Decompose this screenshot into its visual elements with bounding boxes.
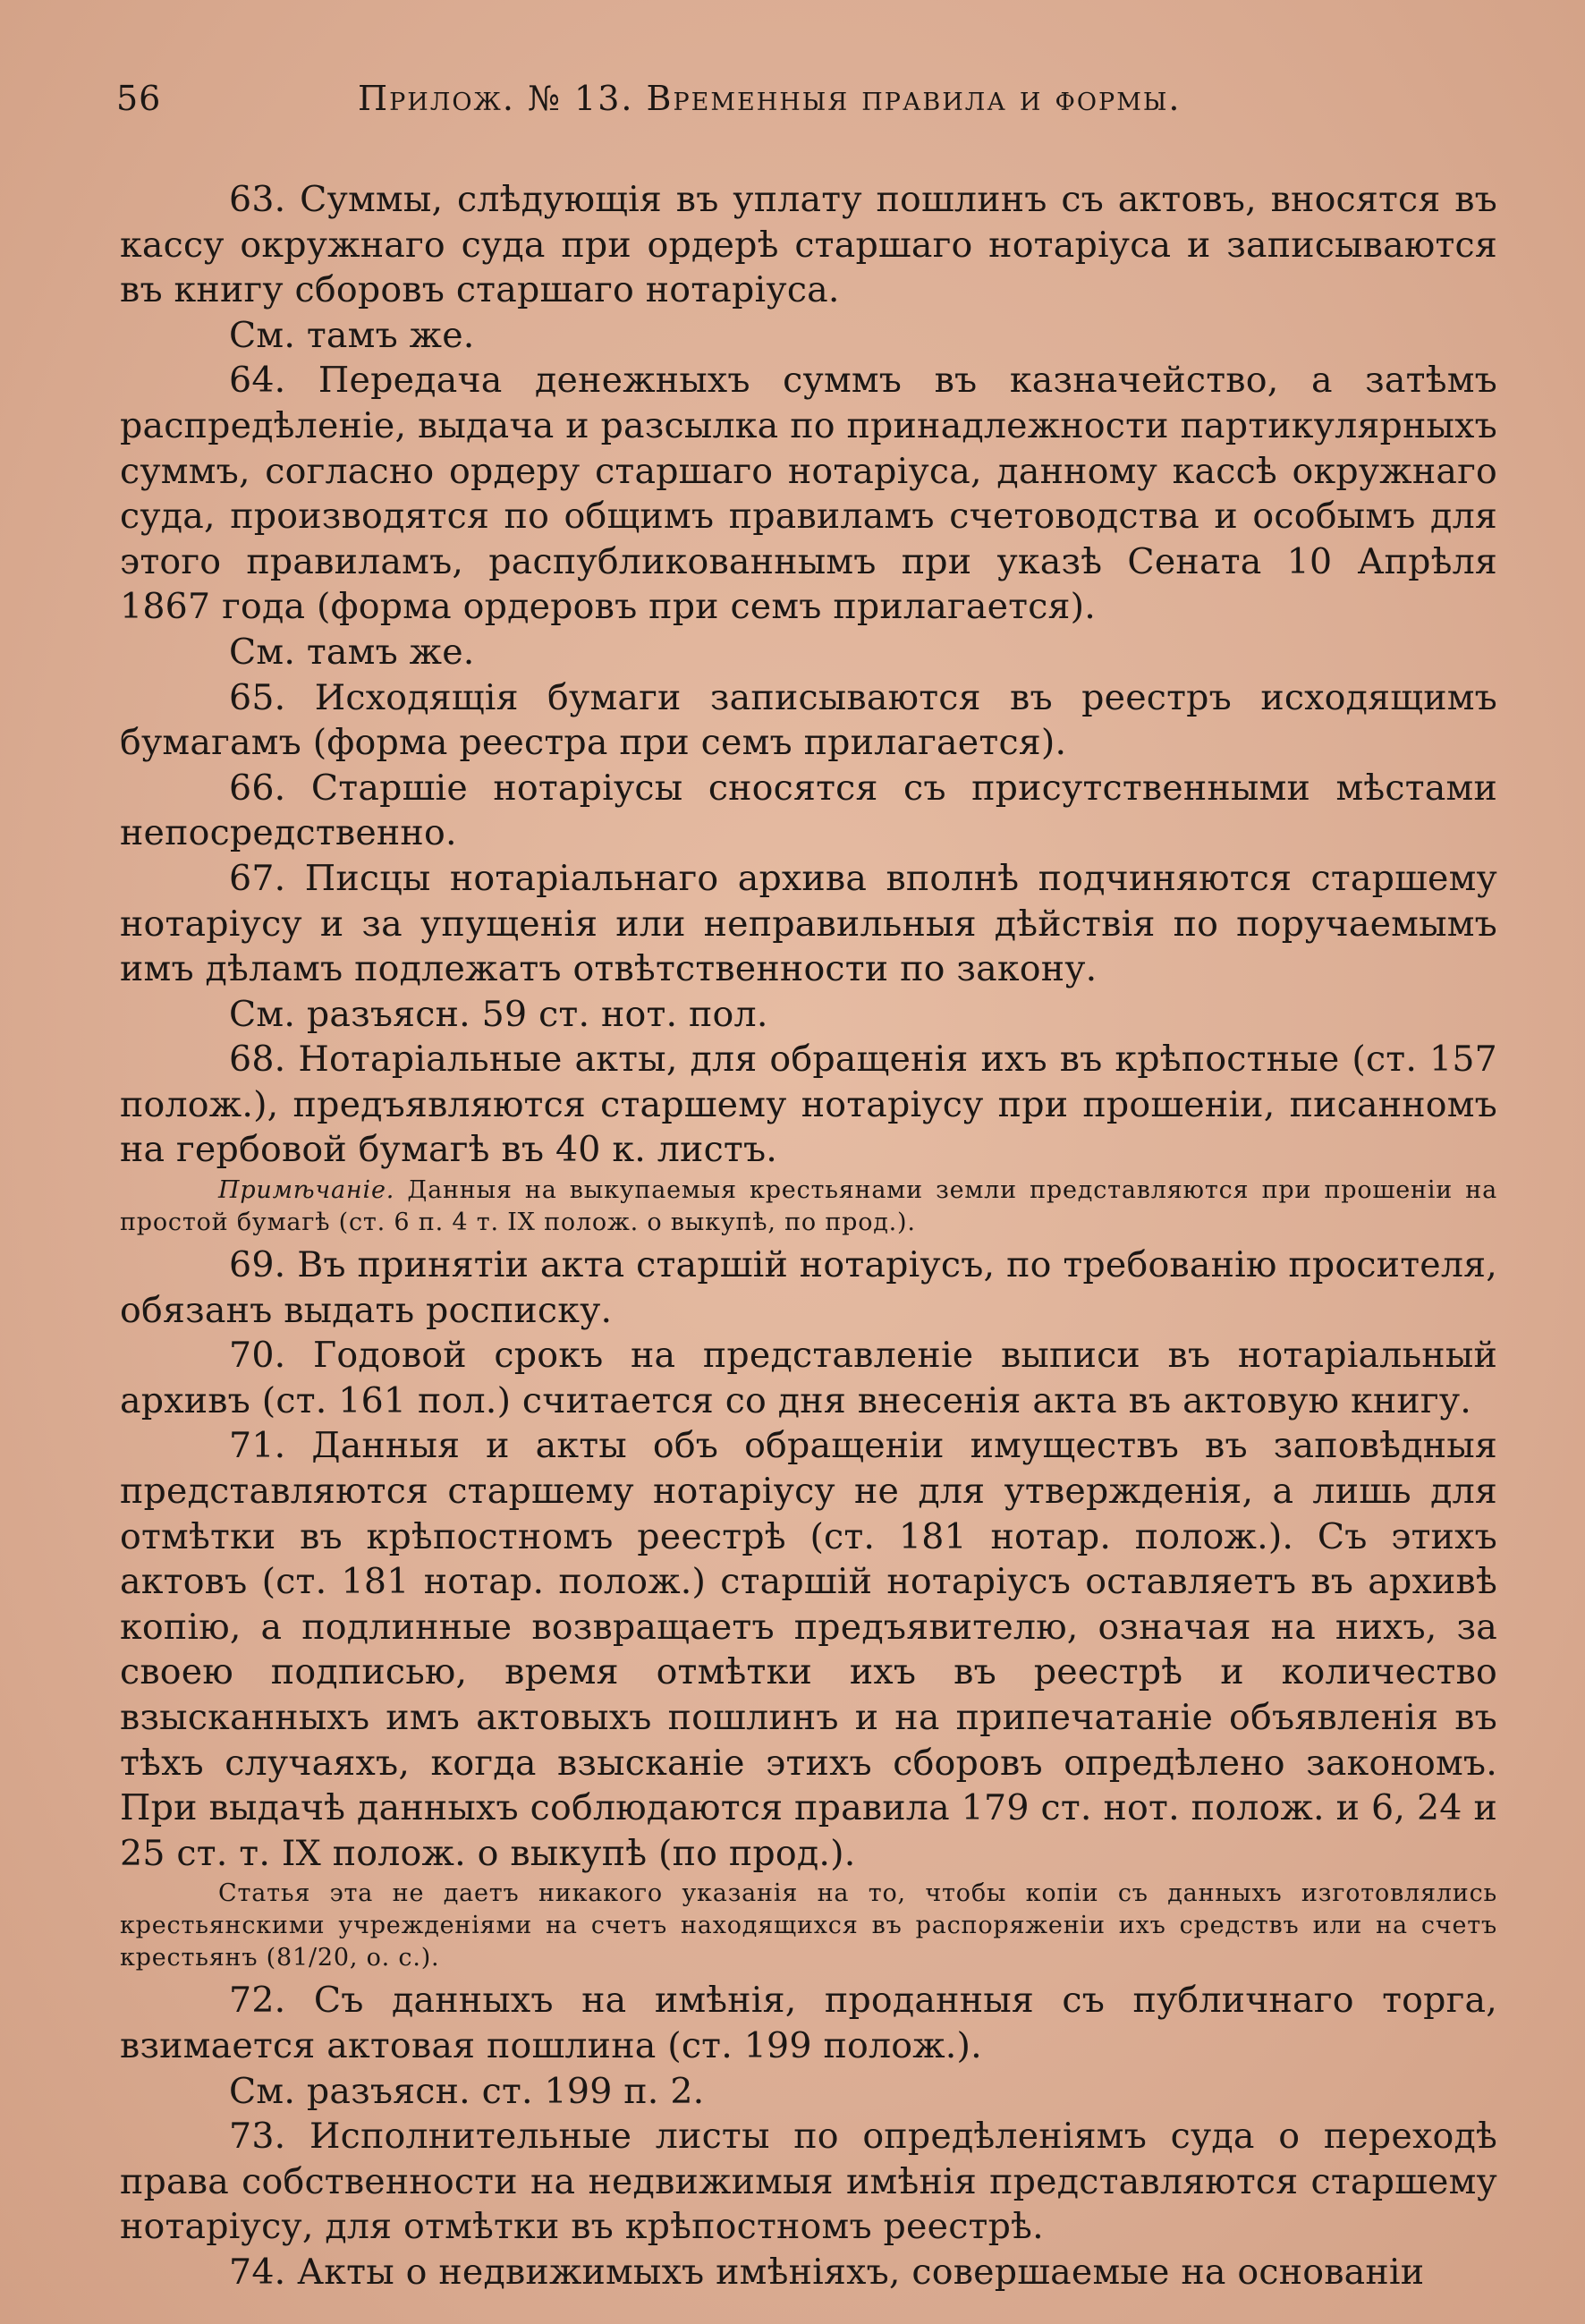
text-body: [120, 177, 1497, 2295]
note-text: Статья эта не даетъ никакого указанія на то, чтобы копіи съ данныхъ изготовлялись крестьянскими учрежденіями на счетъ находящихся въ распоряженіи ихъ средствъ или на счетъ крестьянъ (81/20, о. с.).: [120, 1879, 1497, 1972]
cross-reference: См. разъясн. 59 ст. нот. пол.: [229, 993, 768, 1035]
article-paragraph: 71. Данныя и акты объ обращеніи имуществъ въ заповѣдныя представляются старшему нотаріусу не для утвержденія, а лишь для отмѣтки въ крѣпостномъ реестрѣ (ст. 181 нотар. полож.). Съ этихъ актовъ (ст. 181 нотар. полож.) старшій нотаріусъ оставляетъ въ архивѣ копію, а подлинные возвращаетъ предъявителю, означая на нихъ, за своею подписью, время отмѣтки ихъ въ реестрѣ и количество взысканныхъ имъ актовыхъ пошлинъ и на припечатаніе объявленія въ тѣхъ случаяхъ, когда взысканіе этихъ сборовъ опредѣлено закономъ. При выдачѣ данныхъ соблюдаются правила 179 ст. нот. полож. и 6, 24 и 25 ст. т. IX полож. о выкупѣ (по прод.).: [120, 1425, 1497, 1874]
article-paragraph: 65. Исходящія бумаги записываются въ реестръ исходящимъ бумагамъ (форма реестра при семъ прилагается).: [120, 676, 1497, 764]
cross-reference: См. разъясн. ст. 199 п. 2.: [229, 2070, 705, 2112]
article-paragraph: 69. Въ принятіи акта старшій нотаріусъ, по требованію просителя, обязанъ выдать росписку.: [120, 1244, 1497, 1331]
cross-reference: См. тамъ же.: [229, 314, 475, 356]
article-paragraph: 72. Съ данныхъ на имѣнія, проданныя съ публичнаго торга, взимается актовая пошлина (ст. 199 полож.).: [120, 1980, 1497, 2066]
article-paragraph: 64. Передача денежныхъ суммъ въ казначейство, а затѣмъ распредѣленіе, выдача и разсылка по принадлежности партикулярныхъ суммъ, согласно ордеру старшаго нотаріуса, данному кассѣ окружнаго суда, производятся по общимъ правиламъ счетоводства и особымъ для этого правиламъ, распубликованнымъ при указѣ Сената 10 Апрѣля 1867 года (форма ордеровъ при семъ прилагается).: [120, 360, 1497, 628]
article-paragraph: 73. Исполнительные листы по опредѣленіямъ суда о переходѣ права собственности на недвижимыя имѣнія представляются старшему нотаріусу, для отмѣтки въ крѣпостномъ реестрѣ.: [120, 2116, 1497, 2248]
note-text: Данныя на выкупаемыя крестьянами земли представляются при прошеніи на простой бумагѣ (ст. 6 п. 4 т. IX полож. о выкупѣ, по прод.).: [120, 1176, 1497, 1237]
page-number: 56: [116, 79, 162, 118]
running-title: Прилож. № 13. Временныя правила и формы.: [358, 79, 1182, 118]
note-label: Примѣчаніе.: [218, 1176, 395, 1205]
article-paragraph: 67. Писцы нотаріальнаго архива вполнѣ подчиняются старшему нотаріусу и за упущенія или неправильныя дѣйствія по поручаемымъ имъ дѣламъ подлежатъ отвѣтственности по закону.: [120, 857, 1497, 990]
footnote-remark: [120, 1878, 1497, 1974]
running-head: [116, 72, 1512, 125]
footnote-remark: [120, 1175, 1497, 1239]
article-paragraph: 68. Нотаріальные акты, для обращенія ихъ въ крѣпостные (ст. 157 полож.), предъявляются старшему нотаріусу при прошеніи, писанномъ на гербовой бумагѣ въ 40 к. листъ.: [120, 1039, 1497, 1171]
cross-reference: См. тамъ же.: [229, 631, 475, 673]
article-paragraph: 70. Годовой срокъ на представленіе выписи въ нотаріальный архивъ (ст. 161 пол.) считается со дня внесенія акта въ актовую книгу.: [120, 1335, 1497, 1421]
article-paragraph: 66. Старшіе нотаріусы сносятся съ присутственными мѣстами непосредственно.: [120, 767, 1497, 854]
article-paragraph: 63. Суммы, слѣдующія въ уплату пошлинъ съ актовъ, вносятся въ кассу окружнаго суда при ордерѣ старшаго нотаріуса и записываются въ книгу сборовъ старшаго нотаріуса.: [120, 179, 1497, 311]
article-paragraph: 74. Акты о недвижимыхъ имѣніяхъ, совершаемые на основаніи: [229, 2251, 1425, 2293]
